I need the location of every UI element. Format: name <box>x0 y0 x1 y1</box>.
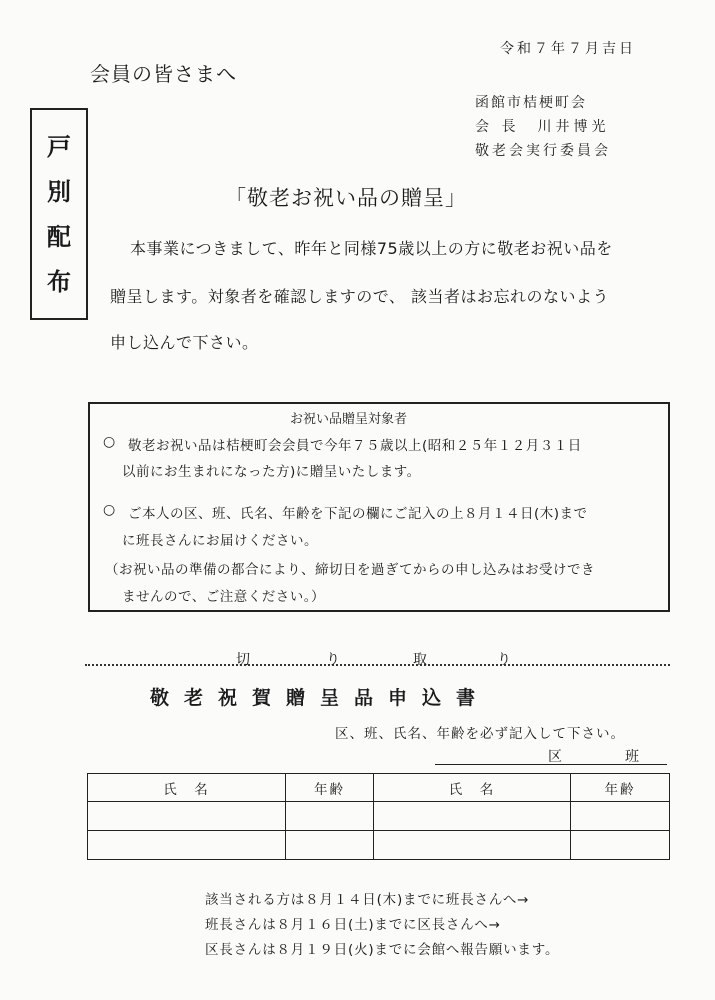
document-title: 「敬老お祝い品の贈呈」 <box>225 186 467 210</box>
deadline-note-1: 該当される方は８月１４日(木)までに班長さんへ→ <box>205 892 530 908</box>
age-column-header: 年齢 <box>571 774 670 802</box>
distribution-char: 別 <box>47 177 71 206</box>
bullet-circle-icon: ○ <box>103 434 116 450</box>
cut-line-label: り <box>326 652 340 668</box>
table-row <box>88 831 670 860</box>
distribution-char: 戸 <box>47 132 71 161</box>
name-cell[interactable] <box>88 802 286 831</box>
committee-name: 敬老会実行委員会 <box>475 143 611 159</box>
organization-name: 函館市桔梗町会 <box>475 95 587 111</box>
paragraph-line: 申し込んで下さい。 <box>110 333 259 352</box>
age-cell[interactable] <box>571 831 670 860</box>
table-row <box>88 802 670 831</box>
paragraph-line: 贈呈します。対象者を確認しますので、 該当者はお忘れのないよう <box>110 287 609 306</box>
application-instruction: 区、班、氏名、年齢を必ず記入して下さい。 <box>335 726 625 742</box>
cut-line-label: 切 <box>236 652 250 668</box>
name-cell[interactable] <box>88 831 286 860</box>
han-label: 班 <box>625 749 639 765</box>
info-item-1-line-1: 敬老お祝い品は桔梗町会会員で今年７５歳以上(昭和２５年１２月３１日 <box>128 438 582 454</box>
application-form-title: 敬老祝賀贈呈品申込書 <box>150 687 491 709</box>
info-item-2-line-2: に班長さんにお届けください。 <box>122 533 318 549</box>
deadline-note-2: 班長さんは８月１６日(土)までに区長さんへ→ <box>205 917 501 933</box>
application-table <box>87 773 670 860</box>
cut-line-label: り <box>497 652 511 668</box>
age-cell[interactable] <box>286 831 374 860</box>
name-cell[interactable] <box>374 831 571 860</box>
distribution-char: 布 <box>47 267 71 296</box>
info-box-title: お祝い品贈呈対象者 <box>290 412 408 427</box>
age-column-header: 年齢 <box>286 774 374 802</box>
name-column-header: 氏 名 <box>88 774 286 802</box>
chairman-name: 会 長 川井博光 <box>475 119 610 135</box>
age-cell[interactable] <box>286 802 374 831</box>
distribution-char: 配 <box>47 222 71 251</box>
info-item-2-line-1: ご本人の区、班、氏名、年齢を下記の欄にご記入の上８月１４日(木)まで <box>128 506 588 522</box>
bullet-circle-icon: ○ <box>103 502 116 518</box>
info-note-line-2: ませんので、ご注意ください。） <box>122 589 325 605</box>
paragraph-line: 本事業につきまして、昨年と同様75歳以上の方に敬老お祝い品を <box>130 239 613 258</box>
distribution-label-box <box>30 108 88 320</box>
issue-date: 令和７年７月吉日 <box>500 41 636 57</box>
name-column-header: 氏 名 <box>374 774 571 802</box>
cut-dotted-line <box>85 664 670 666</box>
name-cell[interactable] <box>374 802 571 831</box>
age-cell[interactable] <box>571 802 670 831</box>
deadline-note-3: 区長さんは８月１９日(火)までに会館へ報告願います。 <box>205 942 560 958</box>
table-header-row <box>88 774 670 802</box>
info-note-line-1: （お祝い品の準備の都合により、締切日を過ぎてからの申し込みはお受けでき <box>105 562 595 578</box>
greeting: 会員の皆さまへ <box>90 62 237 86</box>
ku-label: 区 <box>548 749 562 765</box>
ku-han-underline <box>435 764 667 765</box>
cut-line-label: 取 <box>413 652 427 668</box>
info-item-1-line-2: 以前にお生まれになった方)に贈呈いたします。 <box>122 464 421 480</box>
